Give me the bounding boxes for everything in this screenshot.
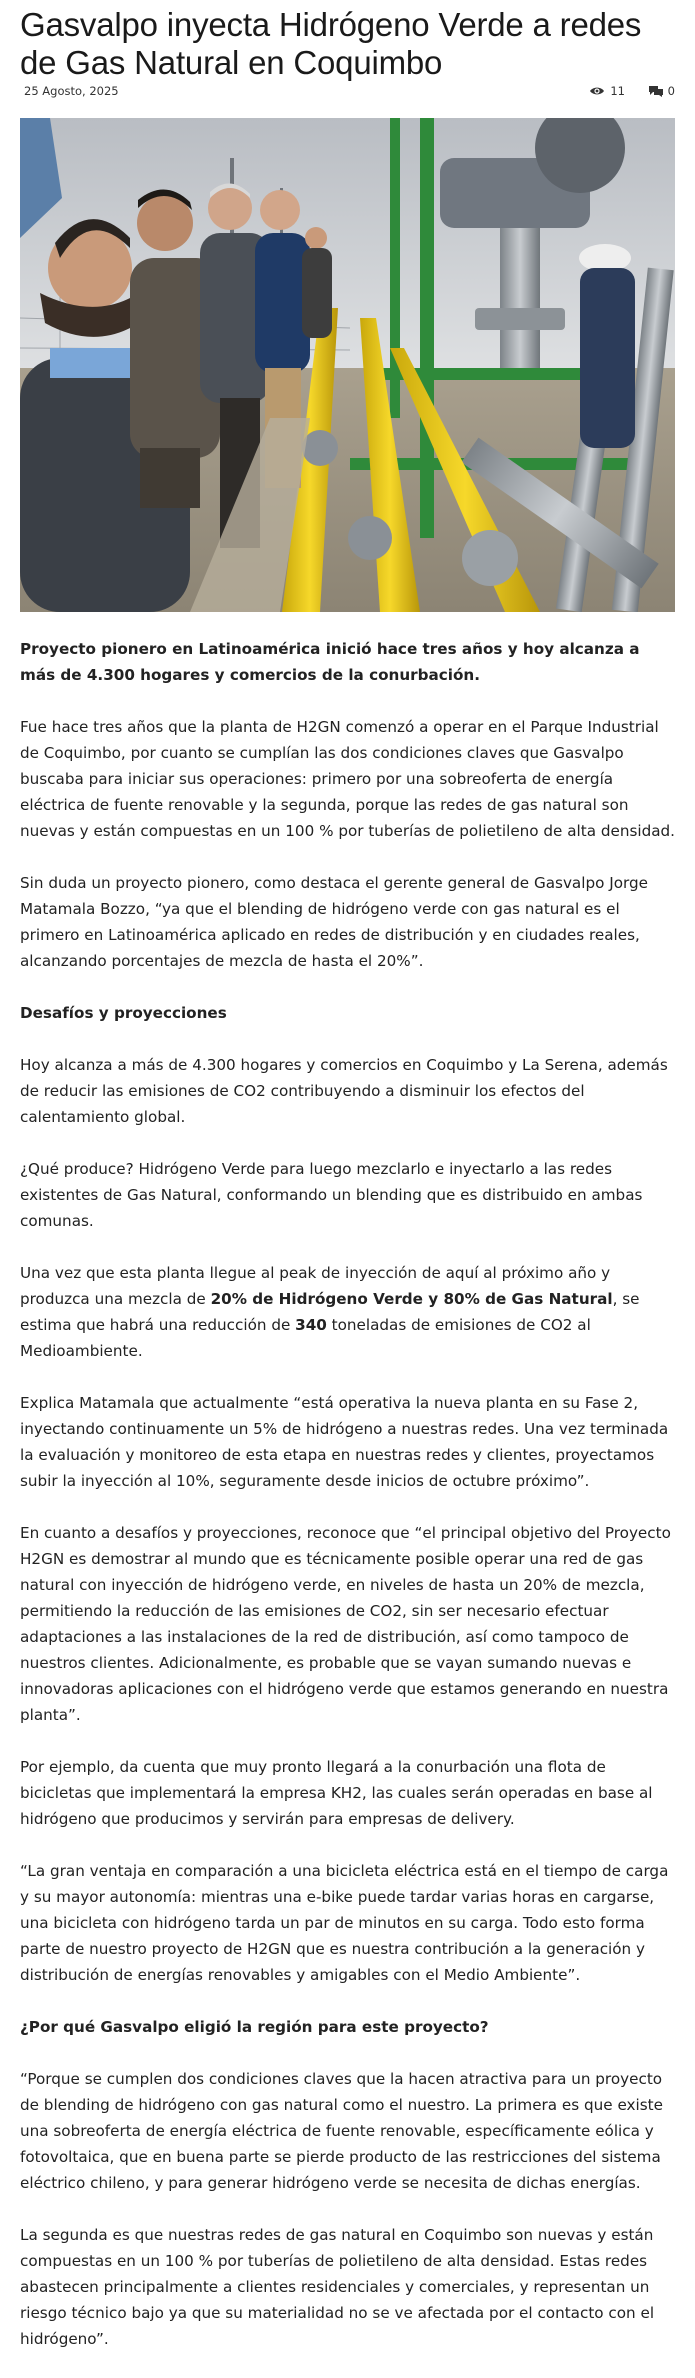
paragraph-5-tons-highlight: 340 [295,1316,327,1334]
comment-icon [649,86,663,97]
article-title: Gasvalpo inyecta Hidrógeno Verde a redes de Gas Natural en Coquimbo [20,6,642,81]
paragraph-8: Por ejemplo, da cuenta que muy pronto llegará a la conurbación una flota de bicicletas que implementará la empresa KH2, las cuales serán operadas en base al hidrógeno que producimos y servirán para empresas de delivery. [20,1758,653,1828]
article-date: 25 Agosto, 2025 [24,84,119,98]
paragraph-5-text-c: , se estima que habrá una reducción de [20,1290,640,1334]
paragraph-2: Sin duda un proyecto pionero, como destaca el gerente general de Gasvalpo Jorge Matamala Bozzo, “ya que el blending de hidrógeno verde con gas natural es el primero en Latinoamérica aplicado en redes de distribución y en ciudades reales, alcanzando porcentajes de mezcla de hasta el 20%”. [20,874,648,970]
comments-count: 0 [667,84,675,98]
paragraph-5-text-e: toneladas de emisiones de CO2 al Medioambiente. [20,1316,591,1360]
views-counter [589,84,625,98]
paragraph-1: Fue hace tres años que la planta de H2GN comenzó a operar en el Parque Industrial de Coquimbo, por cuanto se cumplían las dos condiciones claves que Gasvalpo buscaba para iniciar sus operaciones: primero por una sobreoferta de energía eléctrica de fuente renovable y la segunda, porque las redes de gas natural son nuevas y están compuestas en un 100 % por tuberías de polietileno de alta densidad. [20,718,676,840]
paragraph-5 [20,1260,675,1364]
section-heading-desafios: Desafíos y proyecciones [20,1004,227,1022]
comments-counter[interactable] [649,84,675,98]
paragraph-10: “Porque se cumplen dos condiciones claves que la hacen atractiva para un proyecto de blending de hidrógeno con gas natural como el nuestro. La primera es que existe una sobreoferta de energía eléctrica de fuente renovable, específicamente eólica y fotovoltaica, que en buena parte se pierde producto de las restricciones del sistema eléctrico chileno, y para generar hidrógeno verde se necesita de dichas energías. [20,2070,663,2192]
paragraph-7: En cuanto a desafíos y proyecciones, reconoce que “el principal objetivo del Proyecto H2GN es demostrar al mundo que es técnicamente posible operar una red de gas natural con inyección de hidrógeno verde, en niveles de hasta un 20% de mezcla, permitiendo la reducción de las emisiones de CO2, sin ser necesario efectuar adaptaciones a las instalaciones de la red de distribución, así como tampoco de nuestros clientes. Adicionalmente, es probable que se vayan sumando nuevas e innovadoras aplicaciones con el hidrógeno verde que estamos generando en nuestra planta”. [20,1524,671,1724]
paragraph-5-text-a: Una vez que esta planta llegue al peak de inyección de aquí al próximo año y produzca una mezcla de [20,1264,611,1308]
paragraph-3: Hoy alcanza a más de 4.300 hogares y comercios en Coquimbo y La Serena, además de reducir las emisiones de CO2 contribuyendo a disminuir los efectos del calentamiento global. [20,1056,668,1126]
paragraph-6: Explica Matamala que actualmente “está operativa la nueva planta en su Fase 2, inyectando continuamente un 5% de hidrógeno a nuestras redes. Una vez terminada la evaluación y monitoreo de esta etapa en nuestras redes y clientes, proyectamos subir la inyección al 10%, seguramente desde inicios de octubre próximo”. [20,1394,669,1490]
section-heading-region: ¿Por qué Gasvalpo eligió la región para este proyecto? [20,2018,489,2036]
article-hero-image [20,118,675,612]
paragraph-4: ¿Qué produce? Hidrógeno Verde para luego mezclarlo e inyectarlo a las redes existentes de Gas Natural, conformando un blending que es distribuido en ambas comunas. [20,1160,643,1230]
paragraph-11: La segunda es que nuestras redes de gas natural en Coquimbo son nuevas y están compuestas en un 100 % por tuberías de polietileno de alta densidad. Estas redes abastecen principalmente a clientes residenciales y comerciales, y representan un riesgo técnico bajo ya que su materialidad no se ve afectada por el contacto con el hidrógeno”. [20,2226,655,2348]
article-lead: Proyecto pionero en Latinoamérica inició hace tres años y hoy alcanza a más de 4.300 hogares y comercios de la conurbación. [20,640,640,684]
paragraph-9: “La gran ventaja en comparación a una bicicleta eléctrica está en el tiempo de carga y su mayor autonomía: mientras una e-bike puede tardar varias horas en cargarse, una bicicleta con hidrógeno tarda un par de minutos en su carga. Todo esto forma parte de nuestro proyecto de H2GN que es nuestra contribución a la generación y distribución de energías renovables y amigables con el Medio Ambiente”. [20,1862,669,1984]
eye-icon [589,86,605,96]
views-count: 11 [610,84,625,98]
article-meta [20,82,675,102]
hero-photo [20,118,675,612]
article-body [20,636,675,2378]
paragraph-5-mix-highlight: 20% de Hidrógeno Verde y 80% de Gas Natural [210,1290,613,1308]
